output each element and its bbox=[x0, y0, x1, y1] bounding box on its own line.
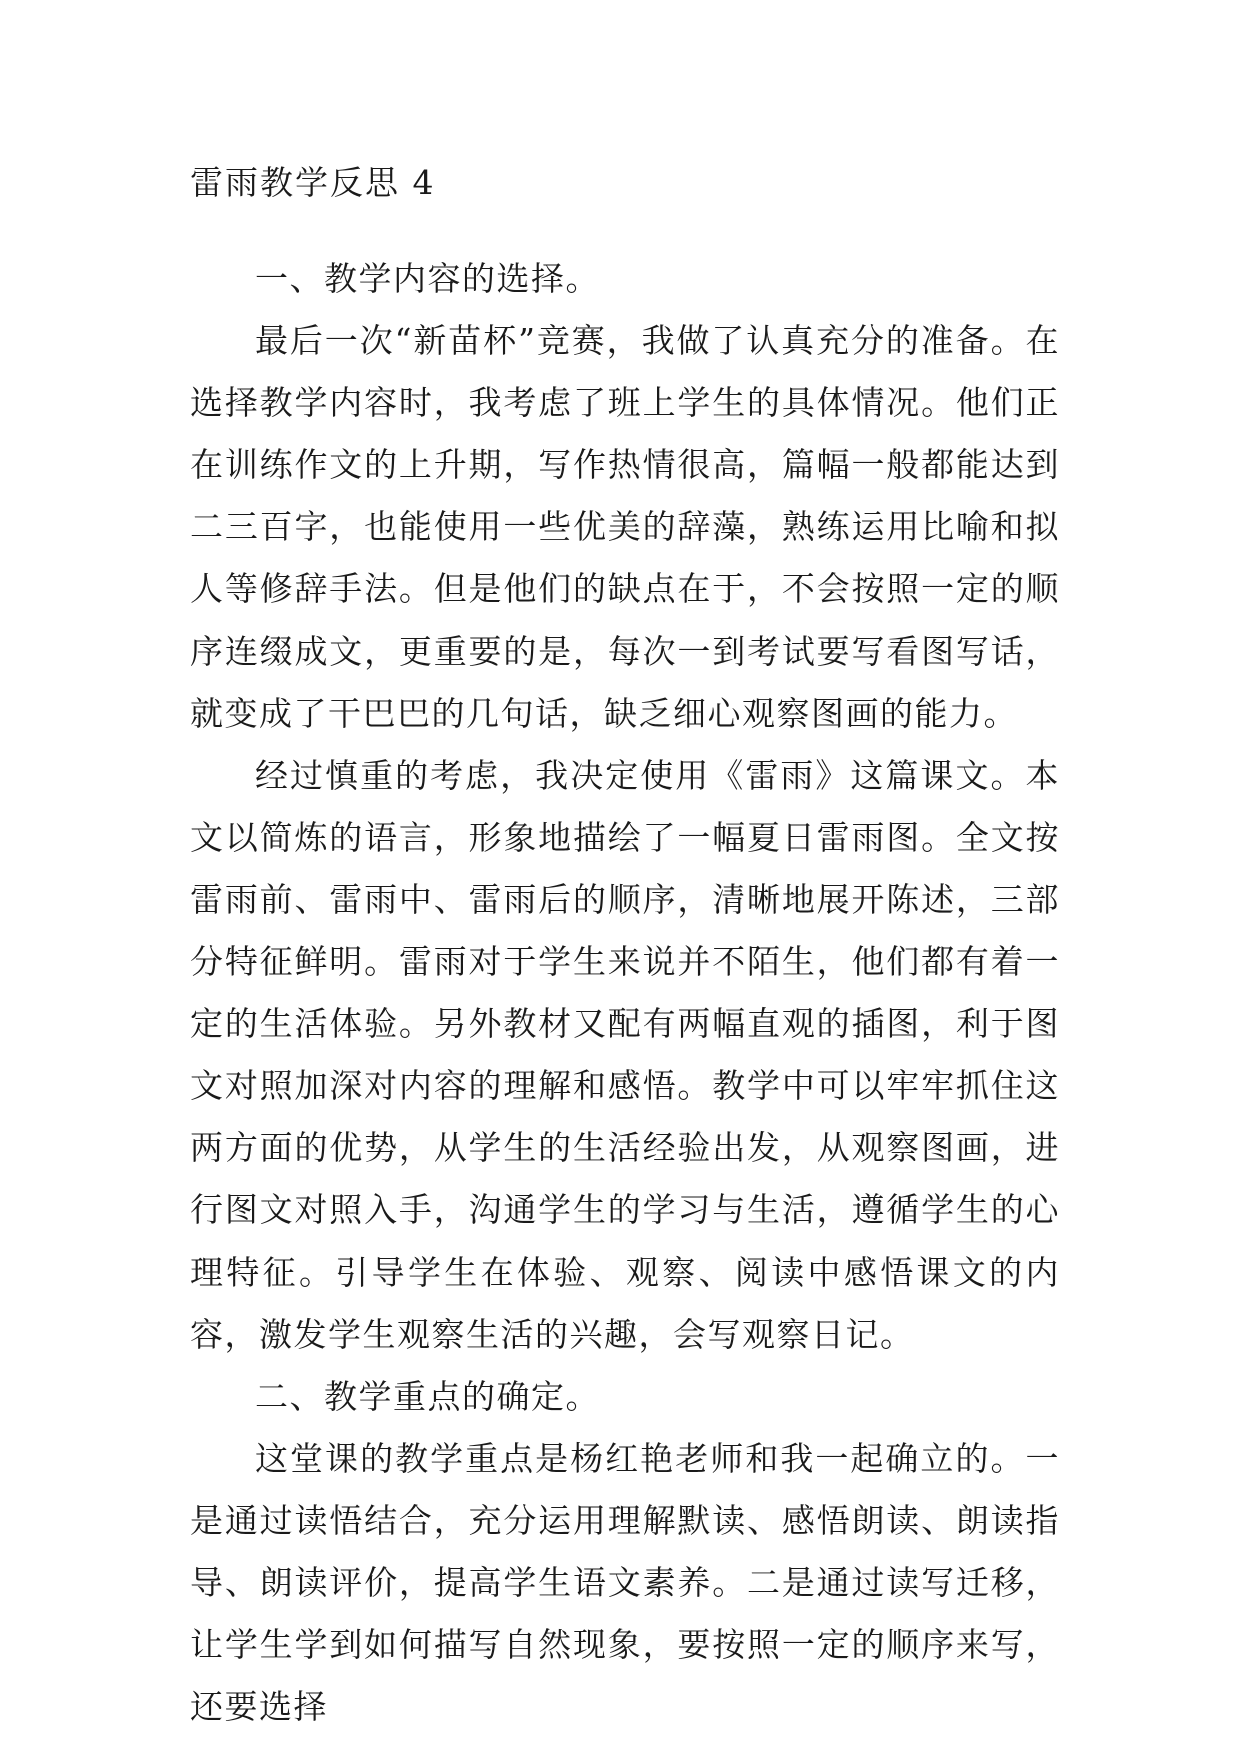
document-title: 雷雨教学反思 4 bbox=[190, 163, 436, 202]
section-heading-key-points: 二、教学重点的确定。 bbox=[255, 1376, 600, 1416]
paragraph-key-points: 这堂课的教学重点是杨红艳老师和我一起确立的。一是通过读悟结合，充分运用理解默读、感悟朗读、朗读指导、朗读评价，提高学生语文素养。二是通过读写迁移，让学生学到如何描写自然现象，要按照一定的顺序来写，还要选择 bbox=[190, 1438, 1060, 1727]
paragraph-text-choice: 经过慎重的考虑，我决定使用《雷雨》这篇课文。本文以简炼的语言，形象地描绘了一幅夏日雷雨图。全文按雷雨前、雷雨中、雷雨后的顺序，清晰地展开陈述，三部分特征鲜明。雷雨对于学生来说并不陌生，他们都有着一定的生活体验。另外教材又配有两幅直观的插图，利于图文对照加深对内容的理解和感悟。教学中可以牢牢抓住这两方面的优势，从学生的生活经验出发，从观察图画，进行图文对照入手，沟通学生的学习与生活，遵循学生的心理特征。引导学生在体验、观察、阅读中感悟课文的内容，激发学生观察生活的兴趣，会写观察日记。 bbox=[190, 755, 1060, 1354]
paragraph-preparation: 最后一次“新苗杯”竞赛，我做了认真充分的准备。在选择教学内容时，我考虑了班上学生的具体情况。他们正在训练作文的上升期，写作热情很高，篇幅一般都能达到二三百字，也能使用一些优美的辞藻，熟练运用比喻和拟人等修辞手法。但是他们的缺点在于，不会按照一定的顺序连缀成文，更重要的是，每次一到考试要写看图写话，就变成了干巴巴的几句话，缺乏细心观察图画的能力。 bbox=[190, 321, 1060, 733]
section-heading-content-selection: 一、教学内容的选择。 bbox=[255, 259, 600, 298]
document-body bbox=[190, 248, 1060, 1738]
